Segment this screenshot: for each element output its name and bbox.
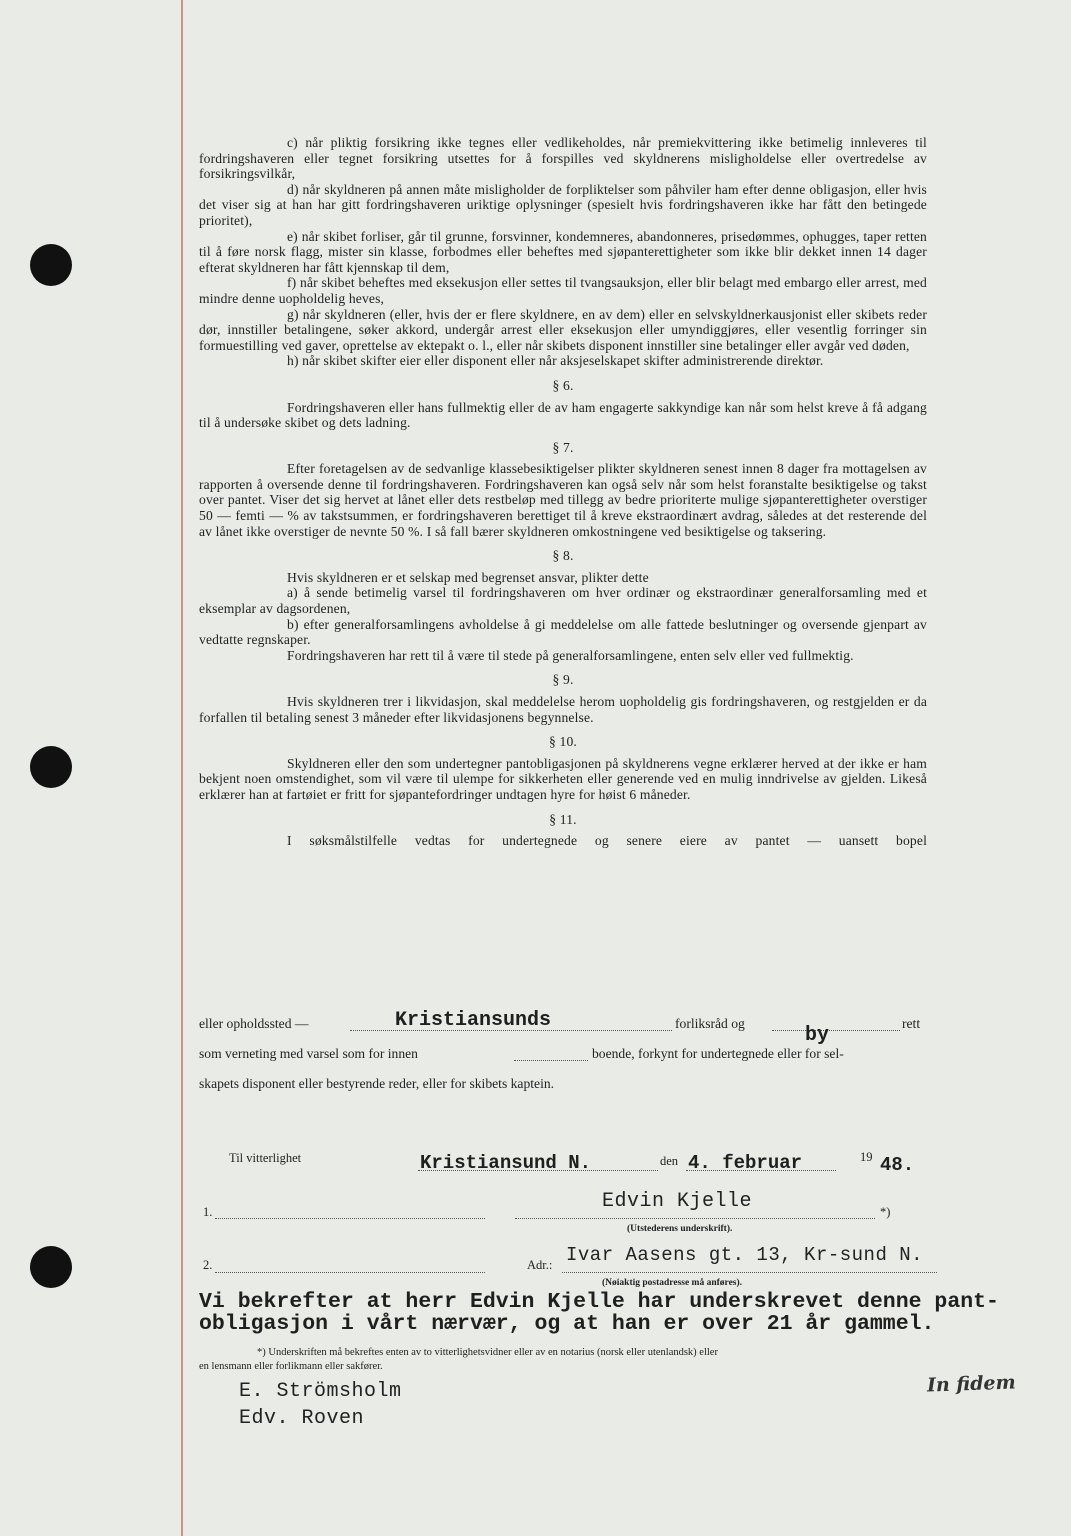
date-field: 4. februar bbox=[688, 1152, 803, 1174]
section-11-line2-end: rett bbox=[902, 1016, 921, 1031]
court-town-field: Kristiansunds bbox=[395, 1009, 552, 1032]
section-11-line2-mid: forliksråd og bbox=[675, 1016, 745, 1031]
section-10-heading: § 10. bbox=[549, 734, 577, 750]
section-11-line3-start: som verneting med varsel som for innen bbox=[199, 1046, 418, 1061]
confirmation-line-2: obligasjon i vårt nærvær, og at han er over 21 år gammel. bbox=[199, 1312, 935, 1336]
year-field: 48. bbox=[880, 1154, 915, 1176]
punch-hole-middle bbox=[30, 746, 72, 788]
footnote-line-1: *) Underskriften må bekreftes enten av to vitterlighetsvidner eller av en notarius (norsk eller utenlandsk) eller bbox=[257, 1347, 718, 1358]
year-prefix: 19 bbox=[860, 1150, 873, 1164]
address-dotted-line bbox=[562, 1272, 937, 1273]
section-6-text: Fordringshaveren eller hans fullmektig eller de av ham engagerte sakkyndige kan når som helst kreve å få adgang til å undersøke skibet og dets ladning. bbox=[199, 399, 927, 431]
section-11-line2-start: eller opholdssted — bbox=[199, 1016, 309, 1031]
address-caption: (Nøiaktig postadresse må anføres). bbox=[602, 1278, 743, 1288]
section-11-line4: skapets disponent eller bestyrende reder, eller for skibets kaptein. bbox=[199, 1076, 555, 1091]
venue-dotted-line bbox=[514, 1060, 588, 1061]
den-label: den bbox=[660, 1154, 679, 1168]
witness-2-name: Edv. Roven bbox=[239, 1407, 365, 1430]
signature-mark: *) bbox=[880, 1205, 891, 1219]
clause-d: d) når skyldneren på annen måte misligholder de forpliktelser som påhviler ham efter denne obligasjon, eller hvis det viser sig at han har gitt fordringshaveren uriktige oplysninger (spesielt hvis fordringshaveren ikke har fått den betingede prioritet), bbox=[199, 181, 927, 228]
footnote bbox=[199, 1346, 1019, 1374]
section-8-b: b) efter generalforsamlingens avholdelse å gi meddelelse om alle fattede beslutninger og oversende gjenpart av vedtatte regnskaper. bbox=[199, 616, 927, 648]
til-vitterlighet-label: Til vitterlighet bbox=[229, 1151, 302, 1165]
witness-1-name: E. Strömsholm bbox=[239, 1380, 402, 1403]
section-9-text: Hvis skyldneren trer i likvidasjon, skal meddelelse herom uopholdelig gis fordringshaveren, og restgjelden er da forfallen til betaling senest 3 måneder efter likvidasjonens begynnelse. bbox=[199, 694, 927, 725]
section-8-intro: Hvis skyldneren er et selskap med begrenset ansvar, plikter dette bbox=[287, 569, 649, 585]
court-type-dotted-line bbox=[772, 1030, 900, 1031]
witness-1-number: 1. bbox=[203, 1205, 213, 1219]
clause-e: e) når skibet forliser, går til grunne, forsvinner, kondemneres, abandonneres, prisedømmes, ophugges, taper retten til å føre norsk flagg, mister sin klasse, forbodmes eller beheftes med sjøpanterettigheter som ikke blir dekket innen 14 dager efterat skyldneren har fått kjennskap til dem, bbox=[199, 228, 927, 275]
section-8-a: a) å sende betimelig varsel til fordringshaveren om hver ordinær og ekstraordinær generalforsamling med et eksemplar av dagsordenen, bbox=[199, 585, 927, 617]
clause-g: g) når skyldneren (eller, hvis der er flere skyldnere, en av dem) eller en selvskyldnerkausjonist eller skibets reder dør, innstiller betalingene, søker akkord, undergår arrest eller eksekusjon eller umyndiggjøres, eller vesentlig forringer sin formuestilling ved gaver, oprettelse av ektepakt o. l., eller når skibets disponent innstiller sine betalinger eller avgår ved døden, bbox=[199, 306, 927, 353]
witness-1-dotted-line bbox=[215, 1218, 485, 1219]
address-label: Adr.: bbox=[527, 1258, 553, 1272]
witness-2-dotted-line bbox=[215, 1272, 485, 1273]
section-10-text: Skyldneren eller den som undertegner pantobligasjonen på skyldnerens vegne erklærer herved at der ikke er ham bekjent noen omstendighet, som vil være til ulempe for sikkerheten eller generende ved en mulig inndrivelse av gjelden. Likeså erklærer han at fartøiet er fritt for sjøpantefordringer undtagen hyre for høist 6 måneder. bbox=[199, 755, 927, 802]
signature-dotted-line bbox=[515, 1218, 875, 1219]
section-6-heading: § 6. bbox=[552, 377, 574, 393]
witness-2-number: 2. bbox=[203, 1258, 213, 1272]
address-field: Ivar Aasens gt. 13, Kr-sund N. bbox=[566, 1244, 924, 1266]
section-8-c: Fordringshaveren har rett til å være til stede på generalforsamlingene, enten selv eller ved fullmektig. bbox=[287, 647, 854, 663]
section-11-line3-end: boende, forkynt for undertegnede eller for sel- bbox=[592, 1046, 844, 1061]
place-field: Kristiansund N. bbox=[420, 1152, 592, 1174]
signature-caption: (Utstederens underskrift). bbox=[627, 1224, 733, 1234]
clause-c: c) når pliktig forsikring ikke tegnes eller vedlikeholdes, når premiekvittering ikke betimelig innleveres til fordringshaveren eller tegnet forsikring utsettes for å forspilles ved skyldnerens misligholdelse eller overtredelse av forsikringsvilkår, bbox=[199, 135, 927, 182]
margin-line bbox=[181, 0, 183, 1536]
section-11-line1: I søksmålstilfelle vedtas for undertegnede og senere eiere av pantet — uansett bopel bbox=[287, 833, 927, 849]
section-7-text: Efter foretagelsen av de sedvanlige klassebesiktigelser plikter skyldneren senest innen 8 dager fra mottagelsen av rapporten å oversende denne til fordringshaveren. Fordringshaveren kan også selv når som helst foranstalte besiktigelse og takst over pantet. Viser det sig hervet at lånet eller dets restbeløp med tillegg av bedre prioriterte mulige sjøpanterettigheter overstiger 50 — femti — % av takstsummen, er fordringshaveren berettiget til å kreve ekstraordinært avdrag, således at det resterende del av lånet ikke overstiger de nevnte 50 %. I så fall bærer skyldneren omkostningene ved besiktigelse og taksering. bbox=[199, 461, 927, 539]
confirmation-line-1: Vi bekrefter at herr Edvin Kjelle har underskrevet denne pant- bbox=[199, 1290, 999, 1314]
clauses-body bbox=[199, 135, 927, 849]
punch-hole-bottom bbox=[30, 1246, 72, 1288]
in-fidem-stamp: In fidem bbox=[926, 1371, 1016, 1397]
section-9-heading: § 9. bbox=[552, 672, 574, 688]
section-11-heading: § 11. bbox=[549, 811, 577, 827]
footnote-line-2: en lensmann eller forlikmann eller sakfører. bbox=[199, 1361, 383, 1372]
section-8-heading: § 8. bbox=[552, 548, 574, 564]
court-type-field: by bbox=[805, 1024, 830, 1047]
punch-hole-top bbox=[30, 244, 72, 286]
clause-h: h) når skibet skifter eier eller disponent eller når aksjeselskapet skifter administrerende direktør. bbox=[287, 353, 824, 369]
section-7-heading: § 7. bbox=[552, 439, 574, 455]
clause-f: f) når skibet beheftes med eksekusjon eller settes til tvangsauksjon, eller blir belagt med embargo eller arrest, med mindre denne uopholdelig heves, bbox=[199, 275, 927, 306]
signer-name: Edvin Kjelle bbox=[602, 1190, 753, 1213]
